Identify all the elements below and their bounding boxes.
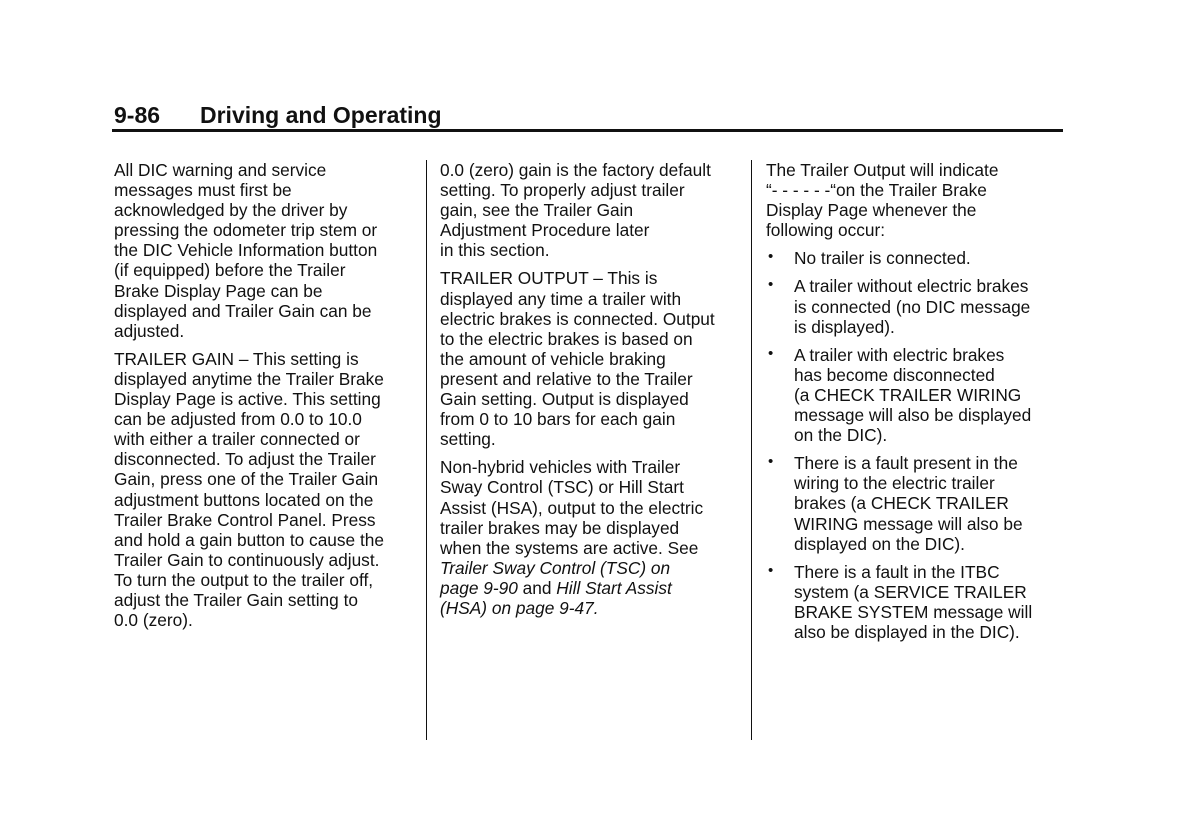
text-line: Assist (HSA), output to the electric <box>440 497 704 518</box>
text-line <box>440 598 745 618</box>
text-line: pressing the odometer trip stem or <box>114 220 378 241</box>
text-line: adjust the Trailer Gain setting to <box>114 589 358 610</box>
text-line: with either a trailer connected or <box>114 429 360 450</box>
text-line: (if equipped) before the Trailer <box>114 260 346 281</box>
text-line: following occur: <box>766 220 886 241</box>
text-line: (a CHECK TRAILER WIRING <box>794 384 1022 405</box>
section-title: Driving and Operating <box>200 102 442 128</box>
text-line: in this section. <box>440 240 550 261</box>
text-line: is displayed). <box>794 316 895 337</box>
list-item <box>766 248 1066 268</box>
text-line: electric brakes is connected. Output <box>440 308 715 329</box>
link-hill-start-assist-page[interactable]: (HSA) on page 9-47 <box>440 597 594 618</box>
list-item <box>766 276 1066 336</box>
text-line: adjustment buttons located on the <box>114 489 374 510</box>
text-line: No trailer is connected. <box>794 248 971 269</box>
text-line: from 0 to 10 bars for each gain <box>440 409 676 430</box>
text-line: A trailer with electric brakes <box>794 344 1005 365</box>
text-line: when the systems are active. See <box>440 537 699 558</box>
text-line: on the DIC). <box>794 425 888 446</box>
text-line: TRAILER OUTPUT – This is <box>440 268 658 289</box>
text-line: To turn the output to the trailer off, <box>114 569 374 590</box>
column-2 <box>440 160 745 626</box>
text-line: Adjustment Procedure later <box>440 220 650 241</box>
column-3 <box>766 160 1066 650</box>
column-1 <box>114 160 414 638</box>
paragraph <box>440 160 745 260</box>
text-line: disconnected. To adjust the Trailer <box>114 449 376 470</box>
text-line: gain, see the Trailer Gain <box>440 200 634 221</box>
text-line: has become disconnected <box>794 364 995 385</box>
list-item <box>766 345 1066 445</box>
text-line: messages must first be <box>114 180 292 201</box>
text-line: system (a SERVICE TRAILER <box>794 581 1027 602</box>
text-line: can be adjusted from 0.0 to 10.0 <box>114 409 362 430</box>
text-line: 0.0 (zero) gain is the factory default <box>440 160 711 180</box>
text-line: Display Page whenever the <box>766 200 977 221</box>
paragraph <box>114 160 414 341</box>
text-line: BRAKE SYSTEM message will <box>794 601 1033 622</box>
text-line: also be displayed in the DIC). <box>794 621 1020 642</box>
text-line: present and relative to the Trailer <box>440 368 693 389</box>
text-line: displayed and Trailer Gain can be <box>114 300 372 321</box>
text-line: brakes (a CHECK TRAILER <box>794 493 1009 514</box>
bullet-icon: • <box>768 561 774 579</box>
text-line: displayed anytime the Trailer Brake <box>114 368 384 389</box>
text-line: All DIC warning and service <box>114 160 327 180</box>
text-line <box>440 578 745 598</box>
bullet-icon: • <box>768 248 774 266</box>
text-line: Gain setting. Output is displayed <box>440 389 689 410</box>
paragraph-trailer-gain <box>114 349 414 630</box>
text-line <box>440 558 745 578</box>
text-line: Non-hybrid vehicles with Trailer <box>440 457 681 478</box>
text-line: setting. <box>440 429 496 450</box>
header-rule <box>112 129 1063 132</box>
text-line: is connected (no DIC message <box>794 296 1031 317</box>
paragraph-non-hybrid <box>440 457 745 618</box>
column-divider-2 <box>751 160 752 740</box>
bullet-icon: • <box>768 453 774 471</box>
text-line: There is a fault present in the <box>794 453 1018 474</box>
text-line: “- - - - - -“on the Trailer Brake <box>766 180 987 201</box>
page-header <box>114 100 442 130</box>
text-line: Display Page is active. This setting <box>114 389 381 410</box>
text-line: Trailer Brake Control Panel. Press <box>114 509 376 530</box>
link-trailer-sway-control[interactable]: Trailer Sway Control (TSC) on <box>440 557 671 578</box>
text-line: trailer brakes may be displayed <box>440 517 680 538</box>
text-line: displayed on the DIC). <box>794 533 965 554</box>
link-hill-start-assist[interactable]: Hill Start Assist <box>556 577 672 598</box>
condition-list <box>766 248 1066 642</box>
page-number: 9-86 <box>114 102 161 128</box>
text-line: to the electric brakes is based on <box>440 328 693 349</box>
text-line: setting. To properly adjust trailer <box>440 180 685 201</box>
bullet-icon: • <box>768 276 774 294</box>
paragraph-intro <box>766 160 1066 240</box>
conjunction-text: and <box>517 577 557 598</box>
text-line: adjusted. <box>114 320 185 341</box>
link-trailer-sway-control-page[interactable]: page 9-90 <box>440 577 518 598</box>
bullet-icon: • <box>768 344 774 362</box>
text-line: The Trailer Output will indicate <box>766 160 999 180</box>
text-line: the amount of vehicle braking <box>440 348 666 369</box>
text-line: Gain, press one of the Trailer Gain <box>114 469 379 490</box>
text-line: TRAILER GAIN – This setting is <box>114 348 359 369</box>
text-line: displayed any time a trailer with <box>440 288 682 309</box>
text-line: WIRING message will also be <box>794 513 1023 534</box>
paragraph-trailer-output <box>440 268 745 449</box>
text-line: message will also be displayed <box>794 405 1032 426</box>
text-line: 0.0 (zero). <box>114 610 193 631</box>
text-line: wiring to the electric trailer <box>794 473 995 494</box>
text-line: Trailer Gain to continuously adjust. <box>114 549 380 570</box>
text-line: the DIC Vehicle Information button <box>114 240 378 261</box>
column-divider-1 <box>426 160 427 740</box>
list-item <box>766 562 1066 642</box>
text-line: Brake Display Page can be <box>114 280 323 301</box>
text-line: and hold a gain button to cause the <box>114 529 384 550</box>
text-line: There is a fault in the ITBC <box>794 561 1000 582</box>
text-line: acknowledged by the driver by <box>114 200 348 221</box>
text-line: Sway Control (TSC) or Hill Start <box>440 477 684 498</box>
text-line: A trailer without electric brakes <box>794 276 1029 297</box>
list-item <box>766 453 1066 553</box>
period-text: . <box>593 597 599 618</box>
